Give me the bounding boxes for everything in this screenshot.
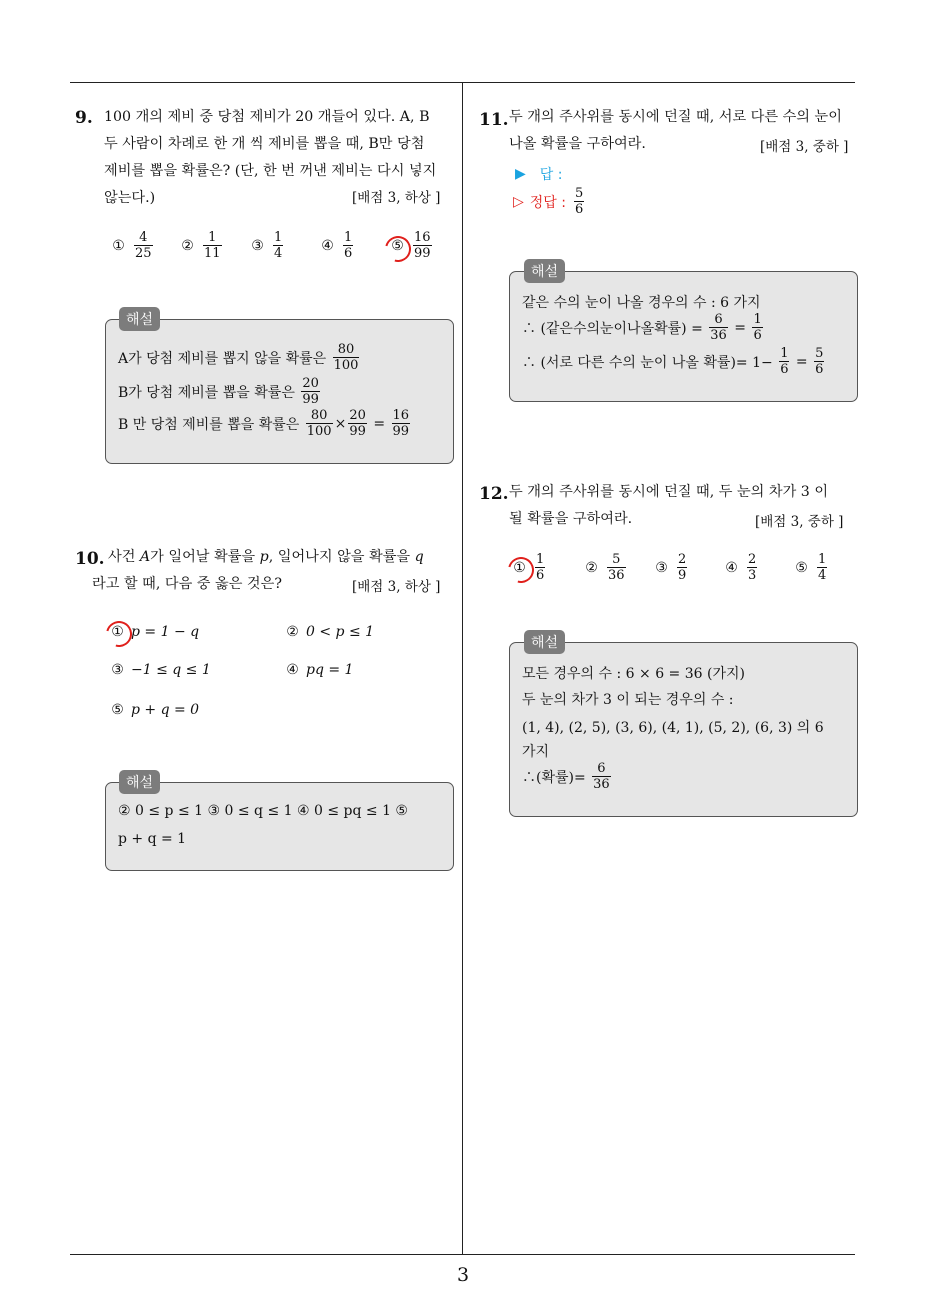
choice-4[interactable] (285, 662, 353, 678)
answer-arrow-icon: ▶ (515, 166, 526, 182)
solution-tag: 해설 (524, 630, 565, 654)
fraction: $\frac{1}{6}$ (536, 552, 545, 583)
solution-line: ∴(확률)= $\frac{6}{36}$ (522, 761, 610, 792)
points-label: [배점 3, 중하 ] (755, 514, 844, 530)
answer-circle-mark (101, 616, 137, 652)
solution-line: B가 당첨 제비를 뽑을 확률은 $\frac{20}{99}$ (118, 376, 319, 407)
fraction: $\frac{5}{36}$ (608, 552, 625, 583)
solution-line: ∴ (서로 다른 수의 눈이 나올 확률)= 1− $\frac{1}{6}$ = $\frac{5}{6}$ (522, 346, 824, 377)
solution-box (105, 319, 454, 464)
fraction: $\frac{1}{6}$ (344, 230, 353, 261)
choice-2[interactable] (285, 624, 374, 640)
choice-marker: ④ (321, 237, 334, 254)
question-line: 될 확률을 구하여라. (509, 511, 633, 527)
question-line: 100 개의 제비 중 당첨 제비가 20 개들어 있다. A, B (104, 109, 430, 125)
question-line: 두 사람이 차례로 한 개 씩 제비를 뽑을 때, B만 당첨 (104, 136, 425, 152)
answer-label: 답 : (539, 167, 563, 183)
correct-fraction: $\frac{5}{6}$ (575, 186, 584, 217)
choice-text: −1 ≤ q ≤ 1 (131, 662, 211, 678)
question-line: 두 개의 주사위를 동시에 던질 때, 서로 다른 수의 눈이 (509, 109, 842, 125)
question-line: 사건 A가 일어날 확률을 p, 일어나지 않을 확률을 q (108, 549, 424, 565)
fraction: $\frac{1}{11}$ (204, 230, 221, 261)
solution-line: ② 0 ≤ p ≤ 1 ③ 0 ≤ q ≤ 1 ④ 0 ≤ pq ≤ 1 ⑤ (118, 803, 408, 819)
question-number: 9. (75, 108, 93, 128)
solution-line: ∴ (같은수의눈이나올확률) = $\frac{6}{36}$ = $\frac{1}{6}$ (522, 312, 762, 343)
fraction: $\frac{2}{9}$ (678, 552, 687, 583)
choice-text: p + q = 0 (131, 702, 200, 718)
solution-line: 같은 수의 눈이 나올 경우의 수 : 6 가지 (522, 295, 761, 311)
choice-marker: ④ (286, 662, 299, 678)
choice-marker: ③ (111, 662, 124, 678)
solution-line: (1, 4), (2, 5), (3, 6), (4, 1), (5, 2), (6, 3) 의 6 (522, 720, 824, 736)
choice-4[interactable] (320, 230, 355, 261)
solution-box (509, 642, 858, 817)
points-label: [배점 3, 중하 ] (760, 139, 849, 155)
choice-5[interactable] (110, 702, 199, 718)
choice-text: pq = 1 (306, 662, 354, 678)
correct-arrow-icon: ▷ (513, 193, 524, 210)
question-number: 10. (75, 549, 105, 569)
choice-2[interactable] (180, 230, 224, 261)
solution-line: B 만 당첨 제비를 뽑을 확률은 $\frac{80}{100}$ × $\frac{20}{99}$ = $\frac{16}{99}$ (118, 408, 410, 439)
solution-line: 가지 (522, 744, 550, 760)
question-line: 제비를 뽑을 확률은? (단, 한 번 꺼낸 제비는 다시 넣지 (104, 163, 437, 179)
question-text (108, 544, 458, 571)
choice-marker: ④ (725, 559, 738, 576)
choice-3[interactable] (654, 552, 689, 583)
choice-5[interactable] (794, 552, 829, 583)
solution-line: A가 당첨 제비를 뽑지 않을 확률은 $\frac{80}{100}$ (118, 342, 359, 373)
choice-marker: ⑤ (111, 702, 124, 718)
choice-2[interactable] (584, 552, 628, 583)
fraction: $\frac{1}{4}$ (818, 552, 827, 583)
question-line: 라고 할 때, 다음 중 옳은 것은? (92, 576, 282, 592)
solution-line: 모든 경우의 수 : 6 × 6 = 36 (가지) (522, 666, 745, 682)
solution-tag: 해설 (119, 307, 160, 331)
fraction: $\frac{4}{25}$ (135, 230, 152, 261)
choice-marker: ① (112, 237, 125, 254)
column-divider (462, 82, 463, 1254)
solution-line: 두 눈의 차가 3 이 되는 경우의 수 : (522, 692, 734, 708)
choice-3[interactable] (110, 662, 211, 678)
solution-tag: 해설 (119, 770, 160, 794)
choice-marker: ② (286, 624, 299, 640)
page-number: 3 (456, 1264, 470, 1286)
fraction: $\frac{16}{99}$ (414, 230, 431, 261)
bottom-rule (70, 1254, 855, 1255)
question-number: 12. (479, 484, 509, 504)
choice-text: p = 1 − q (131, 624, 200, 640)
choice-4[interactable] (724, 552, 759, 583)
points-label: [배점 3, 하상 ] (352, 579, 441, 595)
choice-marker: ⑤ (795, 559, 808, 576)
solution-tag: 해설 (524, 259, 565, 283)
choice-marker: ② (585, 559, 598, 576)
choice-text: 0 < p ≤ 1 (306, 624, 375, 640)
points-label: [배점 3, 하상 ] (352, 190, 441, 206)
solution-box (509, 271, 858, 402)
question-line: 두 개의 주사위를 동시에 던질 때, 두 눈의 차가 3 이 (509, 484, 829, 500)
choice-3[interactable] (250, 230, 285, 261)
choice-1[interactable] (111, 230, 155, 261)
question-line: 나올 확률을 구하여라. (509, 136, 646, 152)
question-number: 11. (479, 110, 509, 130)
choice-marker: ① (111, 624, 124, 640)
choice-marker: ① (513, 559, 526, 576)
fraction: $\frac{2}{3}$ (748, 552, 757, 583)
solution-line: p + q = 1 (118, 831, 187, 847)
choice-marker: ② (181, 237, 194, 254)
correct-label: 정답 : (529, 194, 566, 211)
choice-marker: ③ (655, 559, 668, 576)
solution-box (105, 782, 454, 871)
question-line: 않는다.) (104, 190, 156, 206)
fraction: $\frac{1}{4}$ (274, 230, 283, 261)
correct-answer-row (513, 186, 586, 217)
choice-marker: ⑤ (391, 237, 404, 254)
answer-row (515, 164, 562, 184)
choice-marker: ③ (251, 237, 264, 254)
